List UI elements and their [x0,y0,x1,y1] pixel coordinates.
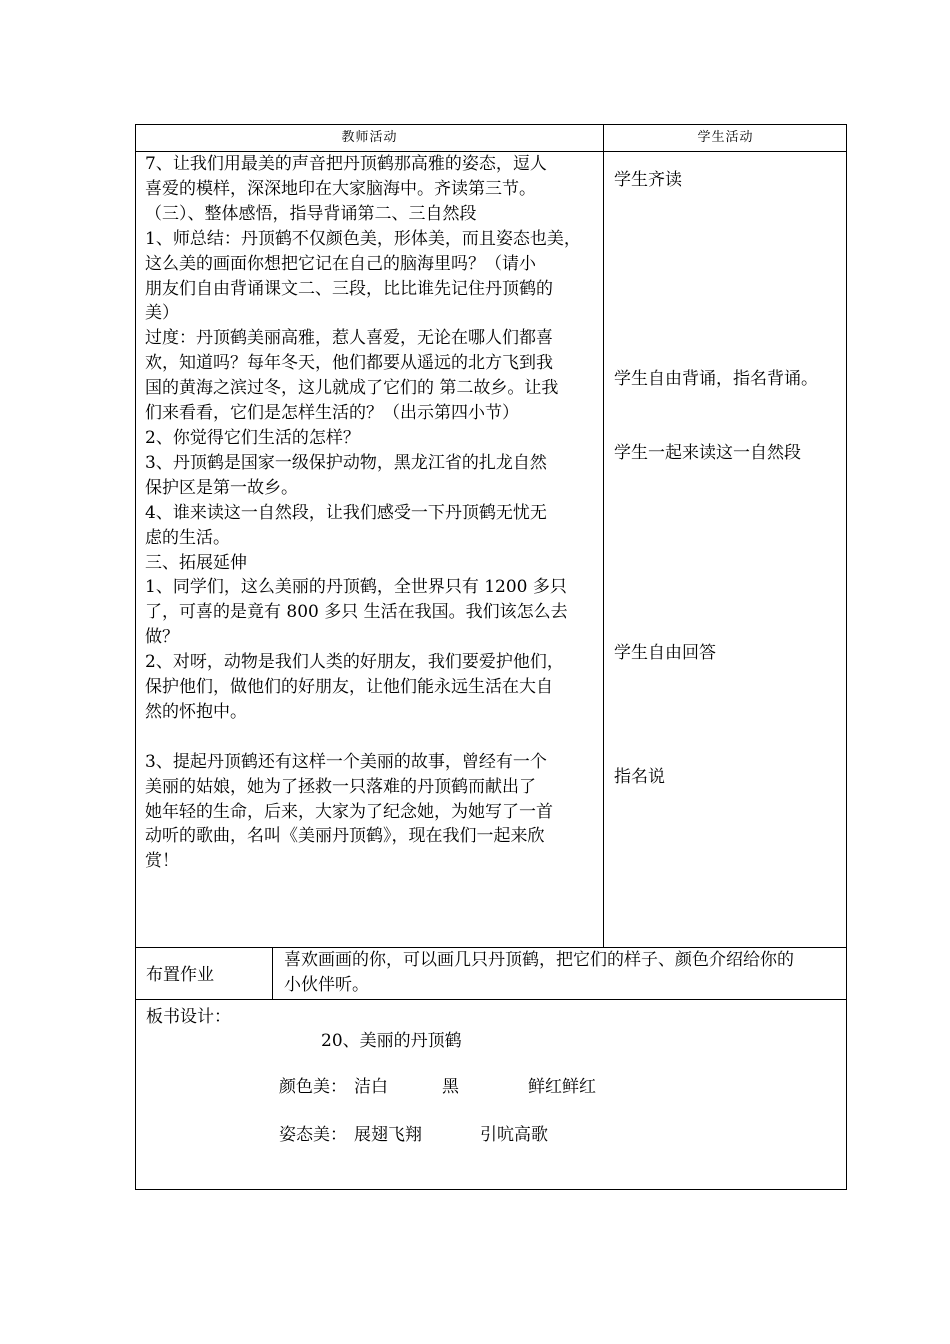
board-pose-item: 展翅飞翔 [354,1125,422,1145]
board-title: 20、美丽的丹顶鹤 [321,1031,462,1051]
homework-line: 喜欢画画的你，可以画几只丹顶鹤，把它们的样子、颜色介绍给你的 [284,950,794,970]
board-color-item: 洁白 [354,1077,388,1097]
board-color-label: 颜色美： [279,1077,347,1097]
student-note: 学生自由回答 [614,643,716,663]
board-color-item: 鲜红鲜红 [528,1077,596,1097]
teacher-line: 她年轻的生命，后来，大家为了纪念她，为她写了一首 [145,801,553,822]
homework-text [284,948,844,998]
teacher-line-blank [145,725,597,750]
teacher-activity-text [145,152,597,874]
teacher-line: 2、对呀，动物是我们人类的好朋友，我们要爱护他们， [145,652,564,673]
homework-label: 布置作业 [146,965,214,985]
homework-line: 小伙伴听。 [284,975,369,995]
teacher-line: 朋友们自由背诵课文二、三段，比比谁先记住丹顶鹤的 [145,278,553,299]
teacher-line: 7、让我们用最美的声音把丹顶鹤那高雅的姿态，逗人 [145,154,547,174]
teacher-line: 3、丹顶鹤是国家一级保护动物，黑龙江省的扎龙自然 [145,452,547,473]
teacher-line: （三）、整体感悟，指导背诵第二、三自然段 [145,203,477,224]
teacher-line: 保护他们，做他们的好朋友，让他们能永远生活在大自 [145,677,553,698]
student-note: 学生齐读 [614,170,682,190]
lesson-table [135,124,847,1190]
teacher-line: 国的黄海之滨过冬，这儿就成了它们的 第二故乡。让我 [145,378,559,399]
column-divider [603,125,604,947]
teacher-line: 虑的生活。 [145,527,230,548]
board-color-item: 黑 [442,1077,459,1097]
homework-column-divider [272,947,273,999]
teacher-line: 美） [145,303,179,324]
teacher-line: 4、谁来读这一自然段，让我们感受一下丹顶鹤无忧无 [145,502,547,523]
board-top-divider [136,999,847,1000]
teacher-line: 1、同学们，这么美丽的丹顶鹤，全世界只有 1200 多只 [145,577,567,598]
student-note: 学生一起来读这一自然段 [614,443,801,463]
teacher-line: 动听的歌曲，名叫《美丽丹顶鹤》，现在我们一起来欣 [145,826,545,847]
teacher-line: 保护区是第一故乡。 [145,477,298,498]
teacher-line: 了，可喜的是竟有 800 多只 生活在我国。我们该怎么去 [145,602,568,623]
teacher-line: 1、师总结：丹顶鹤不仅颜色美，形体美，而且姿态也美， [145,228,581,249]
student-note: 学生自由背诵，指名背诵。 [614,369,818,389]
teacher-line: 们来看看，它们是怎样生活的？（出示第四小节） [145,403,519,424]
student-note: 指名说 [614,767,665,787]
teacher-line: 过度：丹顶鹤美丽高雅，惹人喜爱，无论在哪人们都喜 [145,328,553,349]
teacher-line: 赏！ [145,851,179,872]
teacher-line: 喜爱的模样，深深地印在大家脑海中。齐读第三节。 [145,178,536,199]
student-activity-header: 学生活动 [697,130,754,145]
teacher-line: 三、拓展延伸 [145,552,247,573]
board-pose-label: 姿态美： [279,1125,347,1145]
teacher-line: 2、你觉得它们生活的怎样？ [145,427,360,448]
teacher-line: 这么美的画面你想把它记在自己的脑海里吗？（请小 [145,253,536,274]
teacher-line: 做？ [145,627,179,648]
teacher-line: 欢，知道吗？每年冬天，他们都要从遥远的北方飞到我 [145,353,553,374]
teacher-activity-header: 教师活动 [341,130,398,145]
teacher-line: 然的怀抱中。 [145,701,247,722]
teacher-line: 3、提起丹顶鹤还有这样一个美丽的故事，曾经有一个 [145,751,547,772]
board-design-label: 板书设计： [146,1007,231,1027]
board-pose-item: 引吭高歌 [480,1125,548,1145]
teacher-line: 美丽的姑娘，她为了拯救一只落难的丹顶鹤而献出了 [145,776,536,797]
